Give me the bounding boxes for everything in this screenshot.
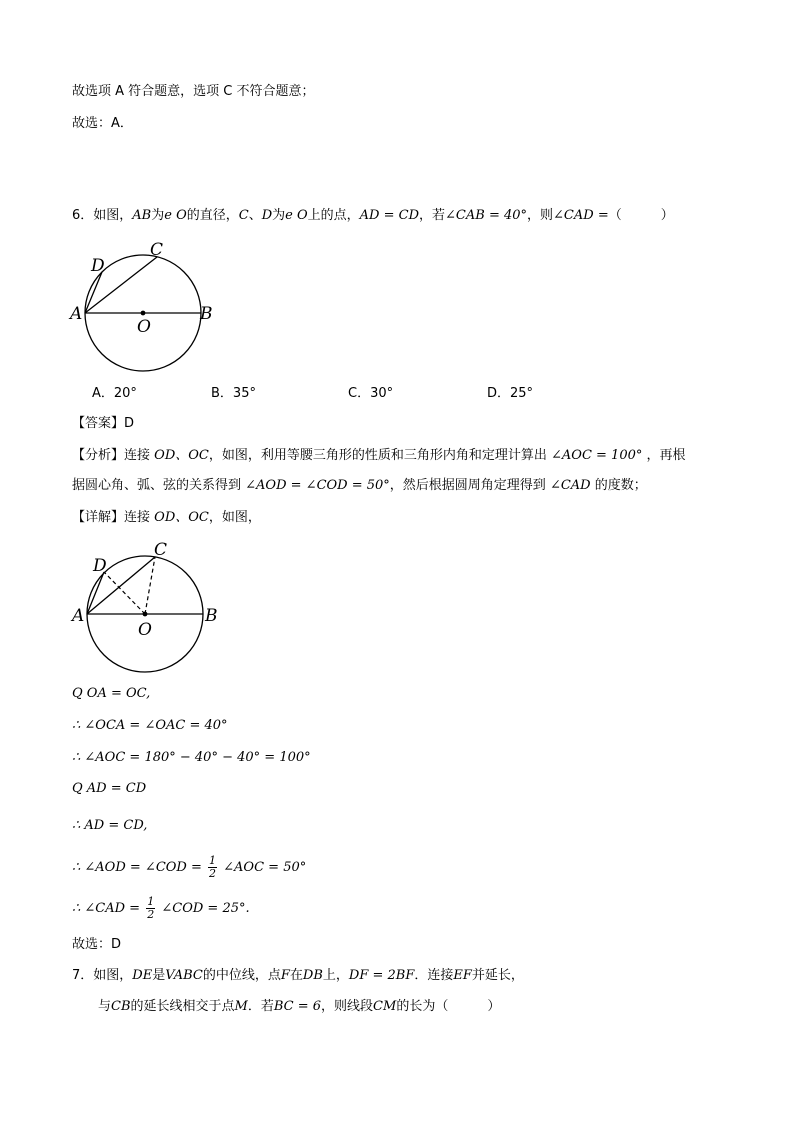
fraction-half: $\frac{1}{2}$ bbox=[209, 854, 217, 880]
option-c: C．30° bbox=[348, 386, 394, 401]
label-D: D bbox=[93, 556, 107, 576]
option-d: D．25° bbox=[487, 386, 534, 401]
text-line-2: 故选：A． bbox=[72, 116, 133, 131]
option-a: A．20° bbox=[92, 386, 137, 401]
label-O: O bbox=[137, 317, 151, 337]
figure-circle-1 bbox=[66, 238, 226, 378]
analysis-line-1: 【分析】连接 OD、OC，如图，利用等腰三角形的性质和三角形内角和定理计算出 ∠AOC = 100° ，再根 bbox=[72, 448, 686, 463]
detail-line: 【详解】连接 OD、OC，如图， bbox=[72, 510, 261, 525]
final-answer: 故选：D bbox=[72, 937, 122, 952]
answer-line: 【答案】D bbox=[72, 416, 135, 431]
analysis-line-2: 据圆心角、弧、弦的关系得到 ∠AOD = ∠COD = 50°，然后根据圆周角定理得到 ∠CAD 的度数； bbox=[72, 478, 647, 493]
label-A: A bbox=[72, 606, 85, 626]
step-3: ∴ ∠AOC = 180° − 40° − 40° = 100° bbox=[72, 750, 311, 765]
step-5: ∴ AD = CD, bbox=[72, 818, 148, 833]
label-C: C bbox=[150, 240, 164, 260]
label-A: A bbox=[70, 304, 83, 324]
label-D: D bbox=[91, 256, 105, 276]
question-6-stem: 6．如图，AB为e O的直径，C、D为e O上的点，AD = CD，若∠CAB = 40°，则∠CAD =（ ） bbox=[72, 208, 674, 223]
step-4: Q AD = CD bbox=[72, 781, 147, 796]
step-7: ∴ ∠CAD = $\frac{1}{2}$ ∠COD = 25°. bbox=[72, 895, 250, 921]
figure-circle-2 bbox=[66, 540, 226, 680]
step-2: ∴ ∠OCA = ∠OAC = 40° bbox=[72, 718, 228, 733]
question-7-line-1: 7．如图，DE是VABC的中位线，点F在DB上，DF = 2BF．连接EF并延长， bbox=[72, 968, 524, 983]
question-7-line-2: 与CB的延长线相交于点M．若BC = 6，则线段CM的长为（ ） bbox=[98, 999, 501, 1014]
step-6: ∴ ∠AOD = ∠COD = $\frac{1}{2}$ ∠AOC = 50° bbox=[72, 854, 307, 880]
label-C: C bbox=[154, 540, 168, 560]
option-b: B．35° bbox=[211, 386, 256, 401]
text-line-1: 故选项 A 符合题意，选项 C 不符合题意； bbox=[72, 84, 315, 99]
fraction-half: $\frac{1}{2}$ bbox=[147, 895, 155, 921]
step-1: Q OA = OC, bbox=[72, 686, 151, 701]
label-B: B bbox=[200, 304, 213, 324]
label-O: O bbox=[138, 620, 152, 640]
label-B: B bbox=[205, 606, 218, 626]
